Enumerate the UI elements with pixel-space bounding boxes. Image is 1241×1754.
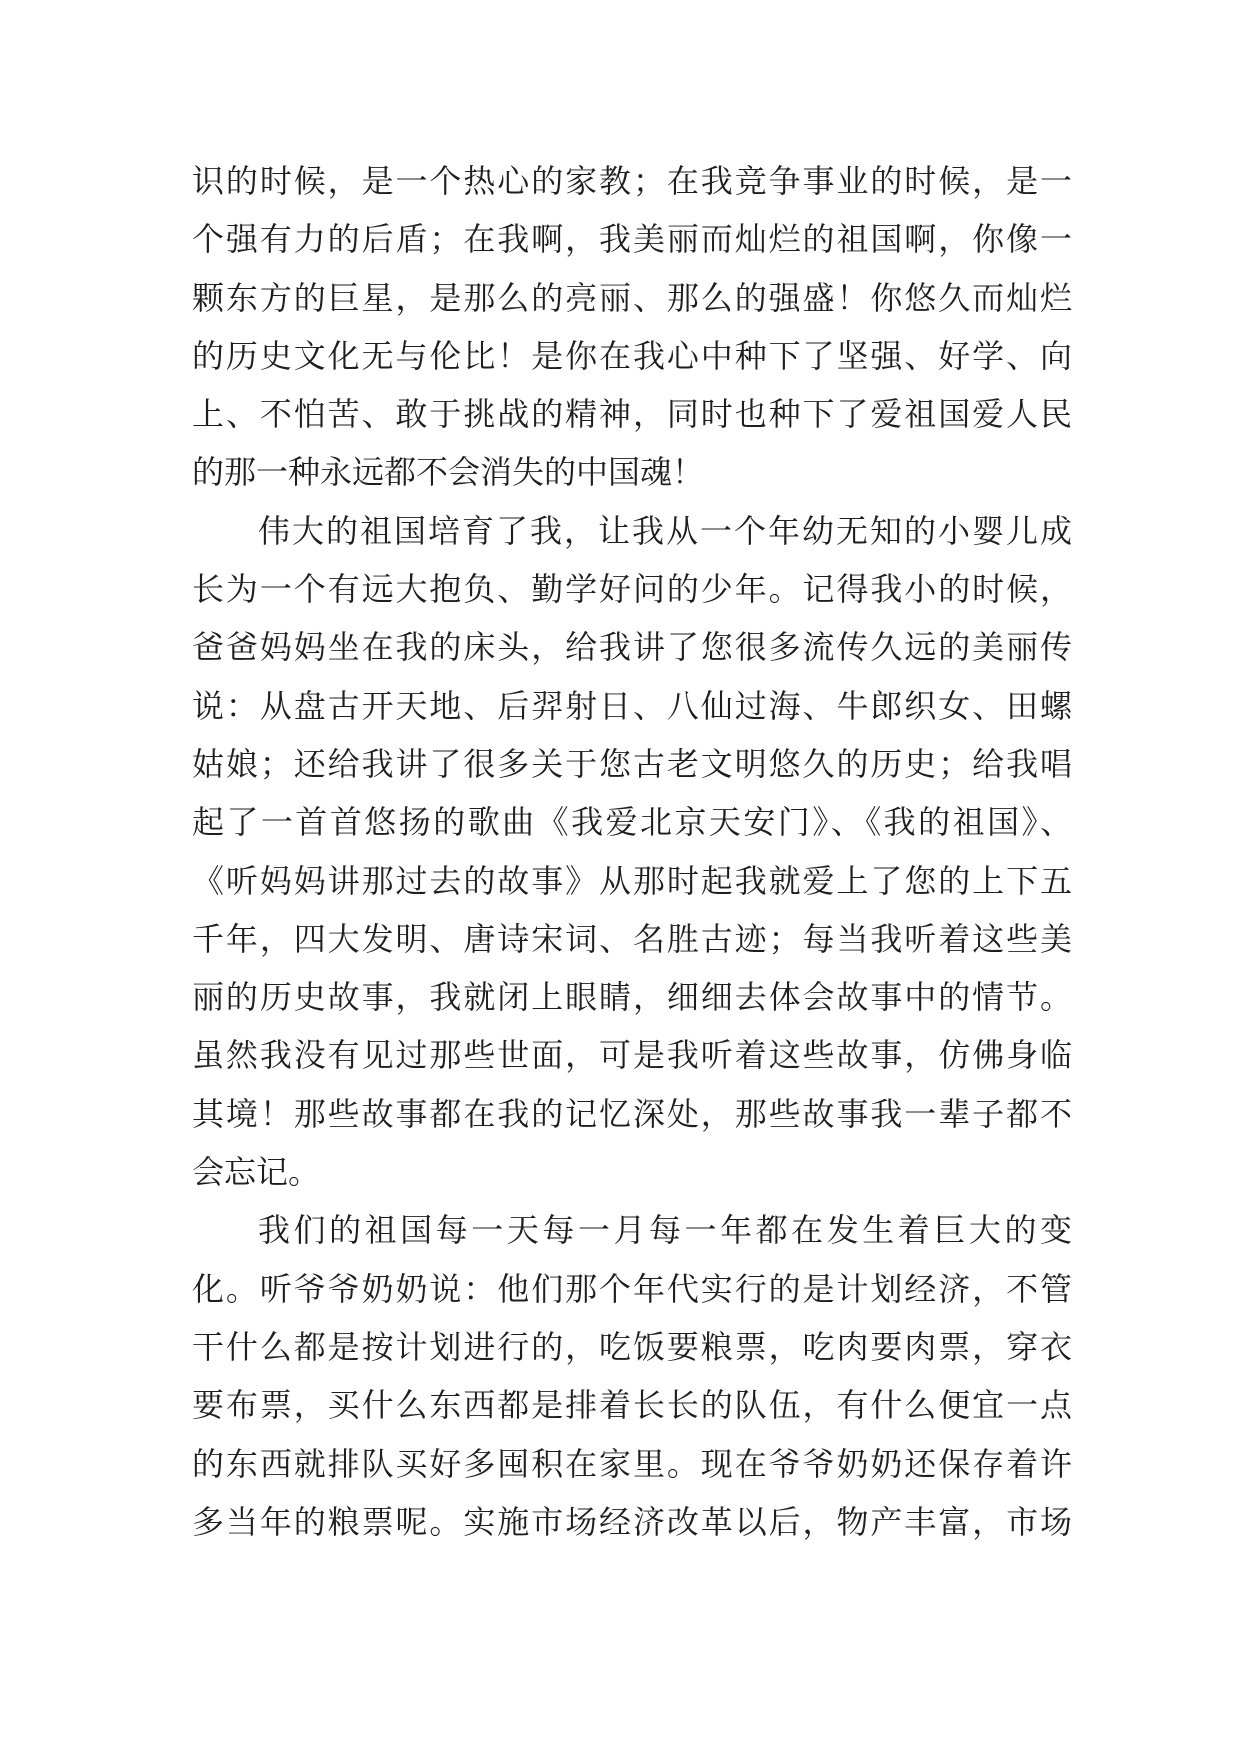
paragraph-3 — [192, 1201, 1072, 1551]
paragraph-2 — [192, 502, 1072, 1202]
text-line: 虽然我没有见过那些世面，可是我听着这些故事，仿佛身临 — [192, 1036, 1072, 1075]
text-line: 千年，四大发明、唐诗宋词、名胜古迹；每当我听着这些美 — [192, 919, 1072, 958]
text-line: 干什么都是按计划进行的，吃饭要粮票，吃肉要肉票，穿衣 — [192, 1327, 1072, 1366]
text-line: 长为一个有远大抱负、勤学好问的少年。记得我小的时候， — [192, 570, 1072, 609]
text-line: 姑娘；还给我讲了很多关于您古老文明悠久的历史；给我唱 — [192, 744, 1072, 783]
body-text — [192, 152, 1072, 1551]
text-line: 我们的祖国每一天每一月每一年都在发生着巨大的变 — [258, 1211, 1072, 1250]
text-line: 起了一首首悠扬的歌曲《我爱北京天安门》、《我的祖国》、 — [192, 803, 1072, 842]
text-line: 多当年的粮票呢。实施市场经济改革以后，物产丰富，市场 — [192, 1502, 1072, 1541]
text-line: 的历史文化无与伦比！是你在我心中种下了坚强、好学、向 — [192, 336, 1072, 375]
text-line: 个强有力的后盾；在我啊，我美丽而灿烂的祖国啊，你像一 — [192, 220, 1072, 259]
text-line: 颗东方的巨星，是那么的亮丽、那么的强盛！你悠久而灿烂 — [192, 278, 1072, 317]
text-line: 识的时候，是一个热心的家教；在我竞争事业的时候，是一 — [192, 162, 1072, 200]
text-line: 的东西就排队买好多囤积在家里。现在爷爷奶奶还保存着许 — [192, 1444, 1072, 1483]
text-line: 的那一种永远都不会消失的中国魂！ — [192, 453, 705, 492]
text-line: 《听妈妈讲那过去的故事》从那时起我就爱上了您的上下五 — [192, 861, 1072, 900]
text-line: 伟大的祖国培育了我，让我从一个年幼无知的小婴儿成 — [258, 511, 1072, 550]
text-line: 说：从盘古开天地、后羿射日、八仙过海、牛郎织女、田螺 — [192, 686, 1072, 725]
text-line: 上、不怕苦、敢于挑战的精神，同时也种下了爱祖国爱人民 — [192, 395, 1072, 434]
text-line: 要布票，买什么东西都是排着长长的队伍，有什么便宜一点 — [192, 1386, 1072, 1425]
paragraph-1 — [192, 152, 1072, 502]
text-line: 会忘记。 — [192, 1153, 321, 1192]
text-line: 其境！那些故事都在我的记忆深处，那些故事我一辈子都不 — [192, 1094, 1072, 1133]
text-line: 化。听爷爷奶奶说：他们那个年代实行的是计划经济，不管 — [192, 1269, 1072, 1308]
text-line: 丽的历史故事，我就闭上眼睛，细细去体会故事中的情节。 — [192, 978, 1072, 1017]
text-line: 爸爸妈妈坐在我的床头，给我讲了您很多流传久远的美丽传 — [192, 628, 1072, 667]
